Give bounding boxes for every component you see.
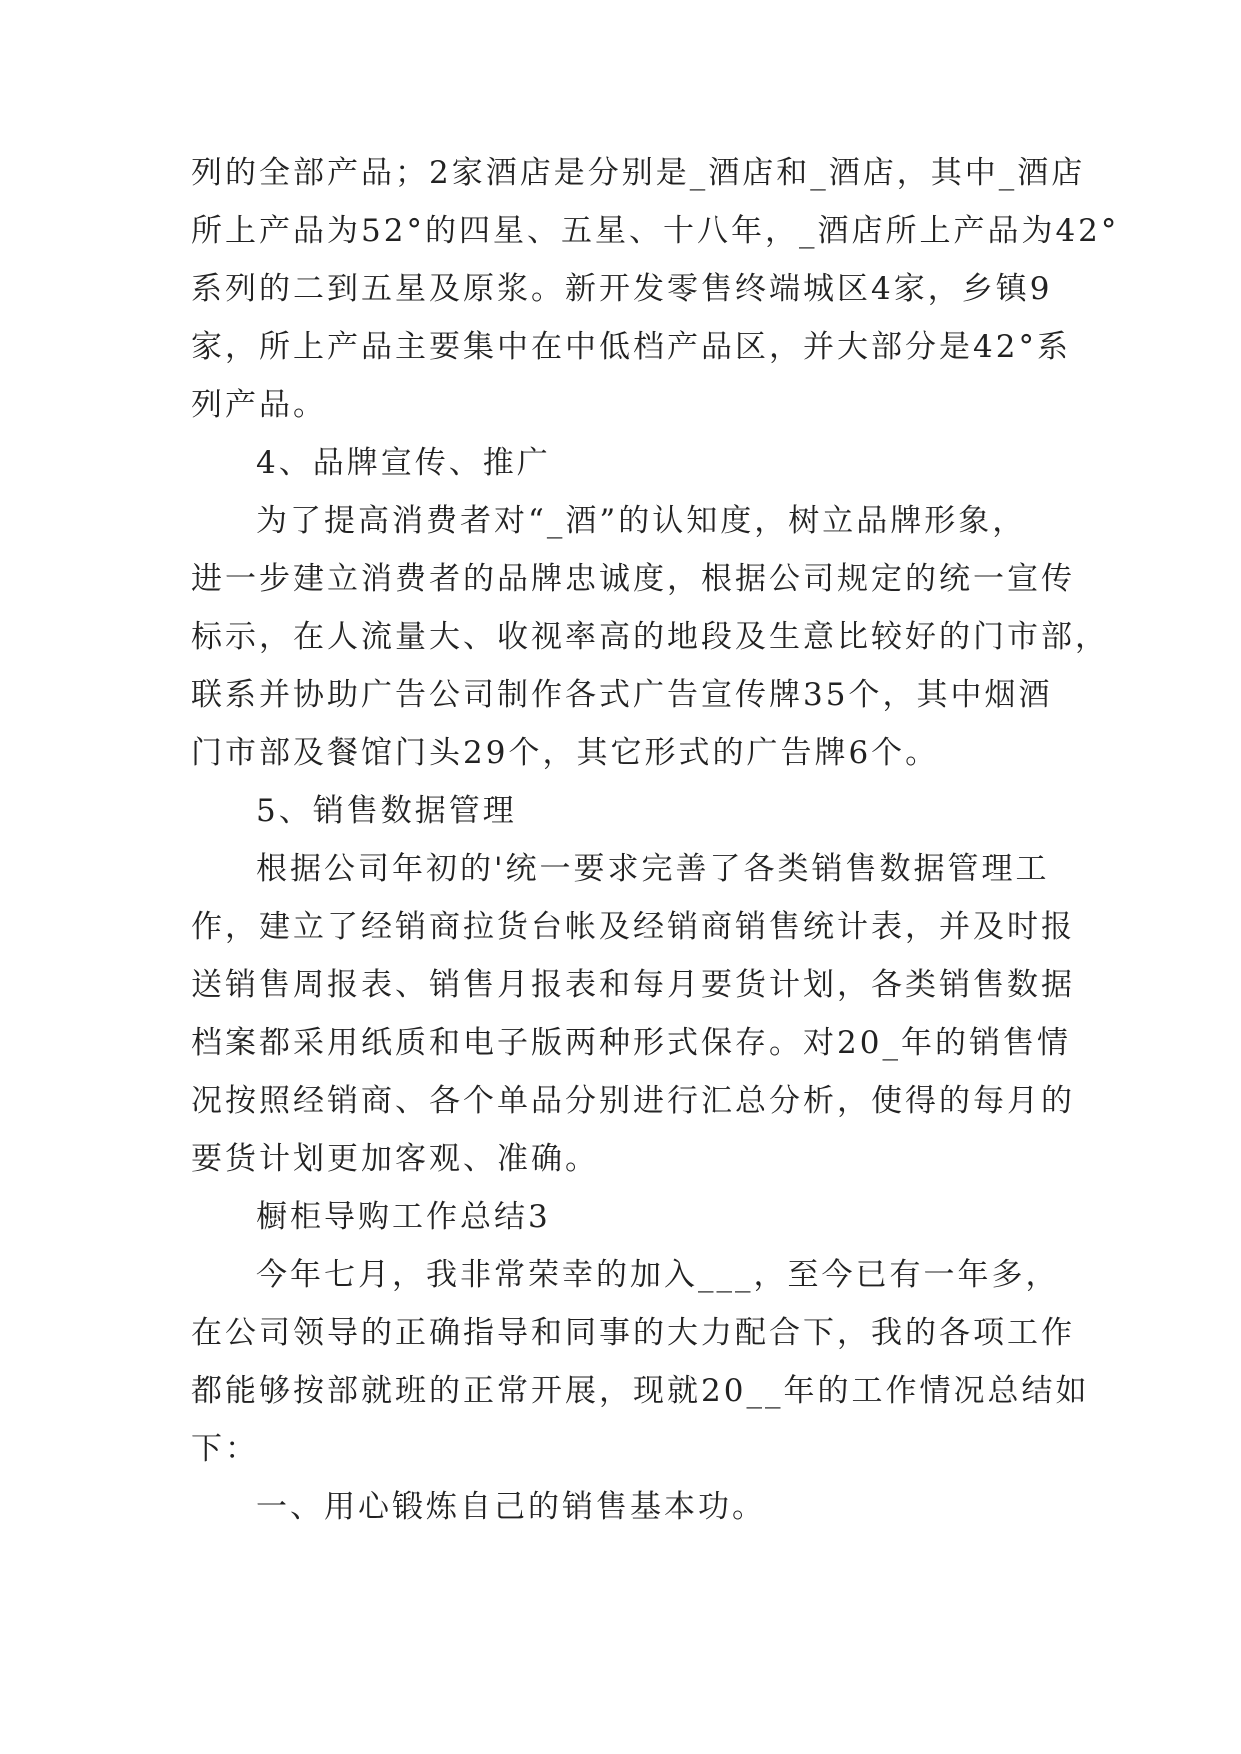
body-line: 进一步建立消费者的品牌忠诚度，根据公司规定的统一宣传 xyxy=(191,561,1075,597)
paragraph-start-line: 根据公司年初的'统一要求完善了各类销售数据管理工 xyxy=(256,851,1050,887)
body-line: 都能够按部就班的正常开展，现就20__年的工作情况总结如 xyxy=(191,1373,1090,1409)
body-line: 要货计划更加客观、准确。 xyxy=(191,1141,599,1177)
section-heading: 一、用心锻炼自己的销售基本功。 xyxy=(256,1489,766,1525)
body-line: 列产品。 xyxy=(191,387,327,423)
body-line: 在公司领导的正确指导和同事的大力配合下，我的各项工作 xyxy=(191,1315,1075,1351)
document-subtitle: 橱柜导购工作总结3 xyxy=(256,1199,551,1235)
body-line: 门市部及餐馆门头29个，其它形式的广告牌6个。 xyxy=(191,735,940,771)
body-line: 家，所上产品主要集中在中低档产品区，并大部分是42°系 xyxy=(191,329,1071,365)
paragraph-start-line: 为了提高消费者对“_酒”的认知度，树立品牌形象， xyxy=(256,503,1027,539)
body-line: 况按照经销商、各个单品分别进行汇总分析，使得的每月的 xyxy=(191,1083,1075,1119)
paragraph-start-line: 今年七月，我非常荣幸的加入___，至今已有一年多， xyxy=(256,1257,1060,1293)
section-heading: 4、品牌宣传、推广 xyxy=(256,445,551,481)
body-line: 档案都采用纸质和电子版两种形式保存。对20_年的销售情 xyxy=(191,1025,1071,1061)
body-line: 作，建立了经销商拉货台帐及经销商销售统计表，并及时报 xyxy=(191,909,1075,945)
body-line: 送销售周报表、销售月报表和每月要货计划，各类销售数据 xyxy=(191,967,1075,1003)
body-line: 联系并协助广告公司制作各式广告宣传牌35个，其中烟酒 xyxy=(191,677,1053,713)
body-line: 系列的二到五星及原浆。新开发零售终端城区4家，乡镇9 xyxy=(191,271,1053,307)
body-line: 列的全部产品；2家酒店是分别是_酒店和_酒店，其中_酒店 xyxy=(191,155,1086,191)
body-line: 标示，在人流量大、收视率高的地段及生意比较好的门市部， xyxy=(191,619,1109,655)
body-line: 所上产品为52°的四星、五星、十八年，_酒店所上产品为42° xyxy=(191,213,1120,249)
section-heading: 5、销售数据管理 xyxy=(256,793,517,829)
body-line: 下： xyxy=(191,1431,259,1467)
